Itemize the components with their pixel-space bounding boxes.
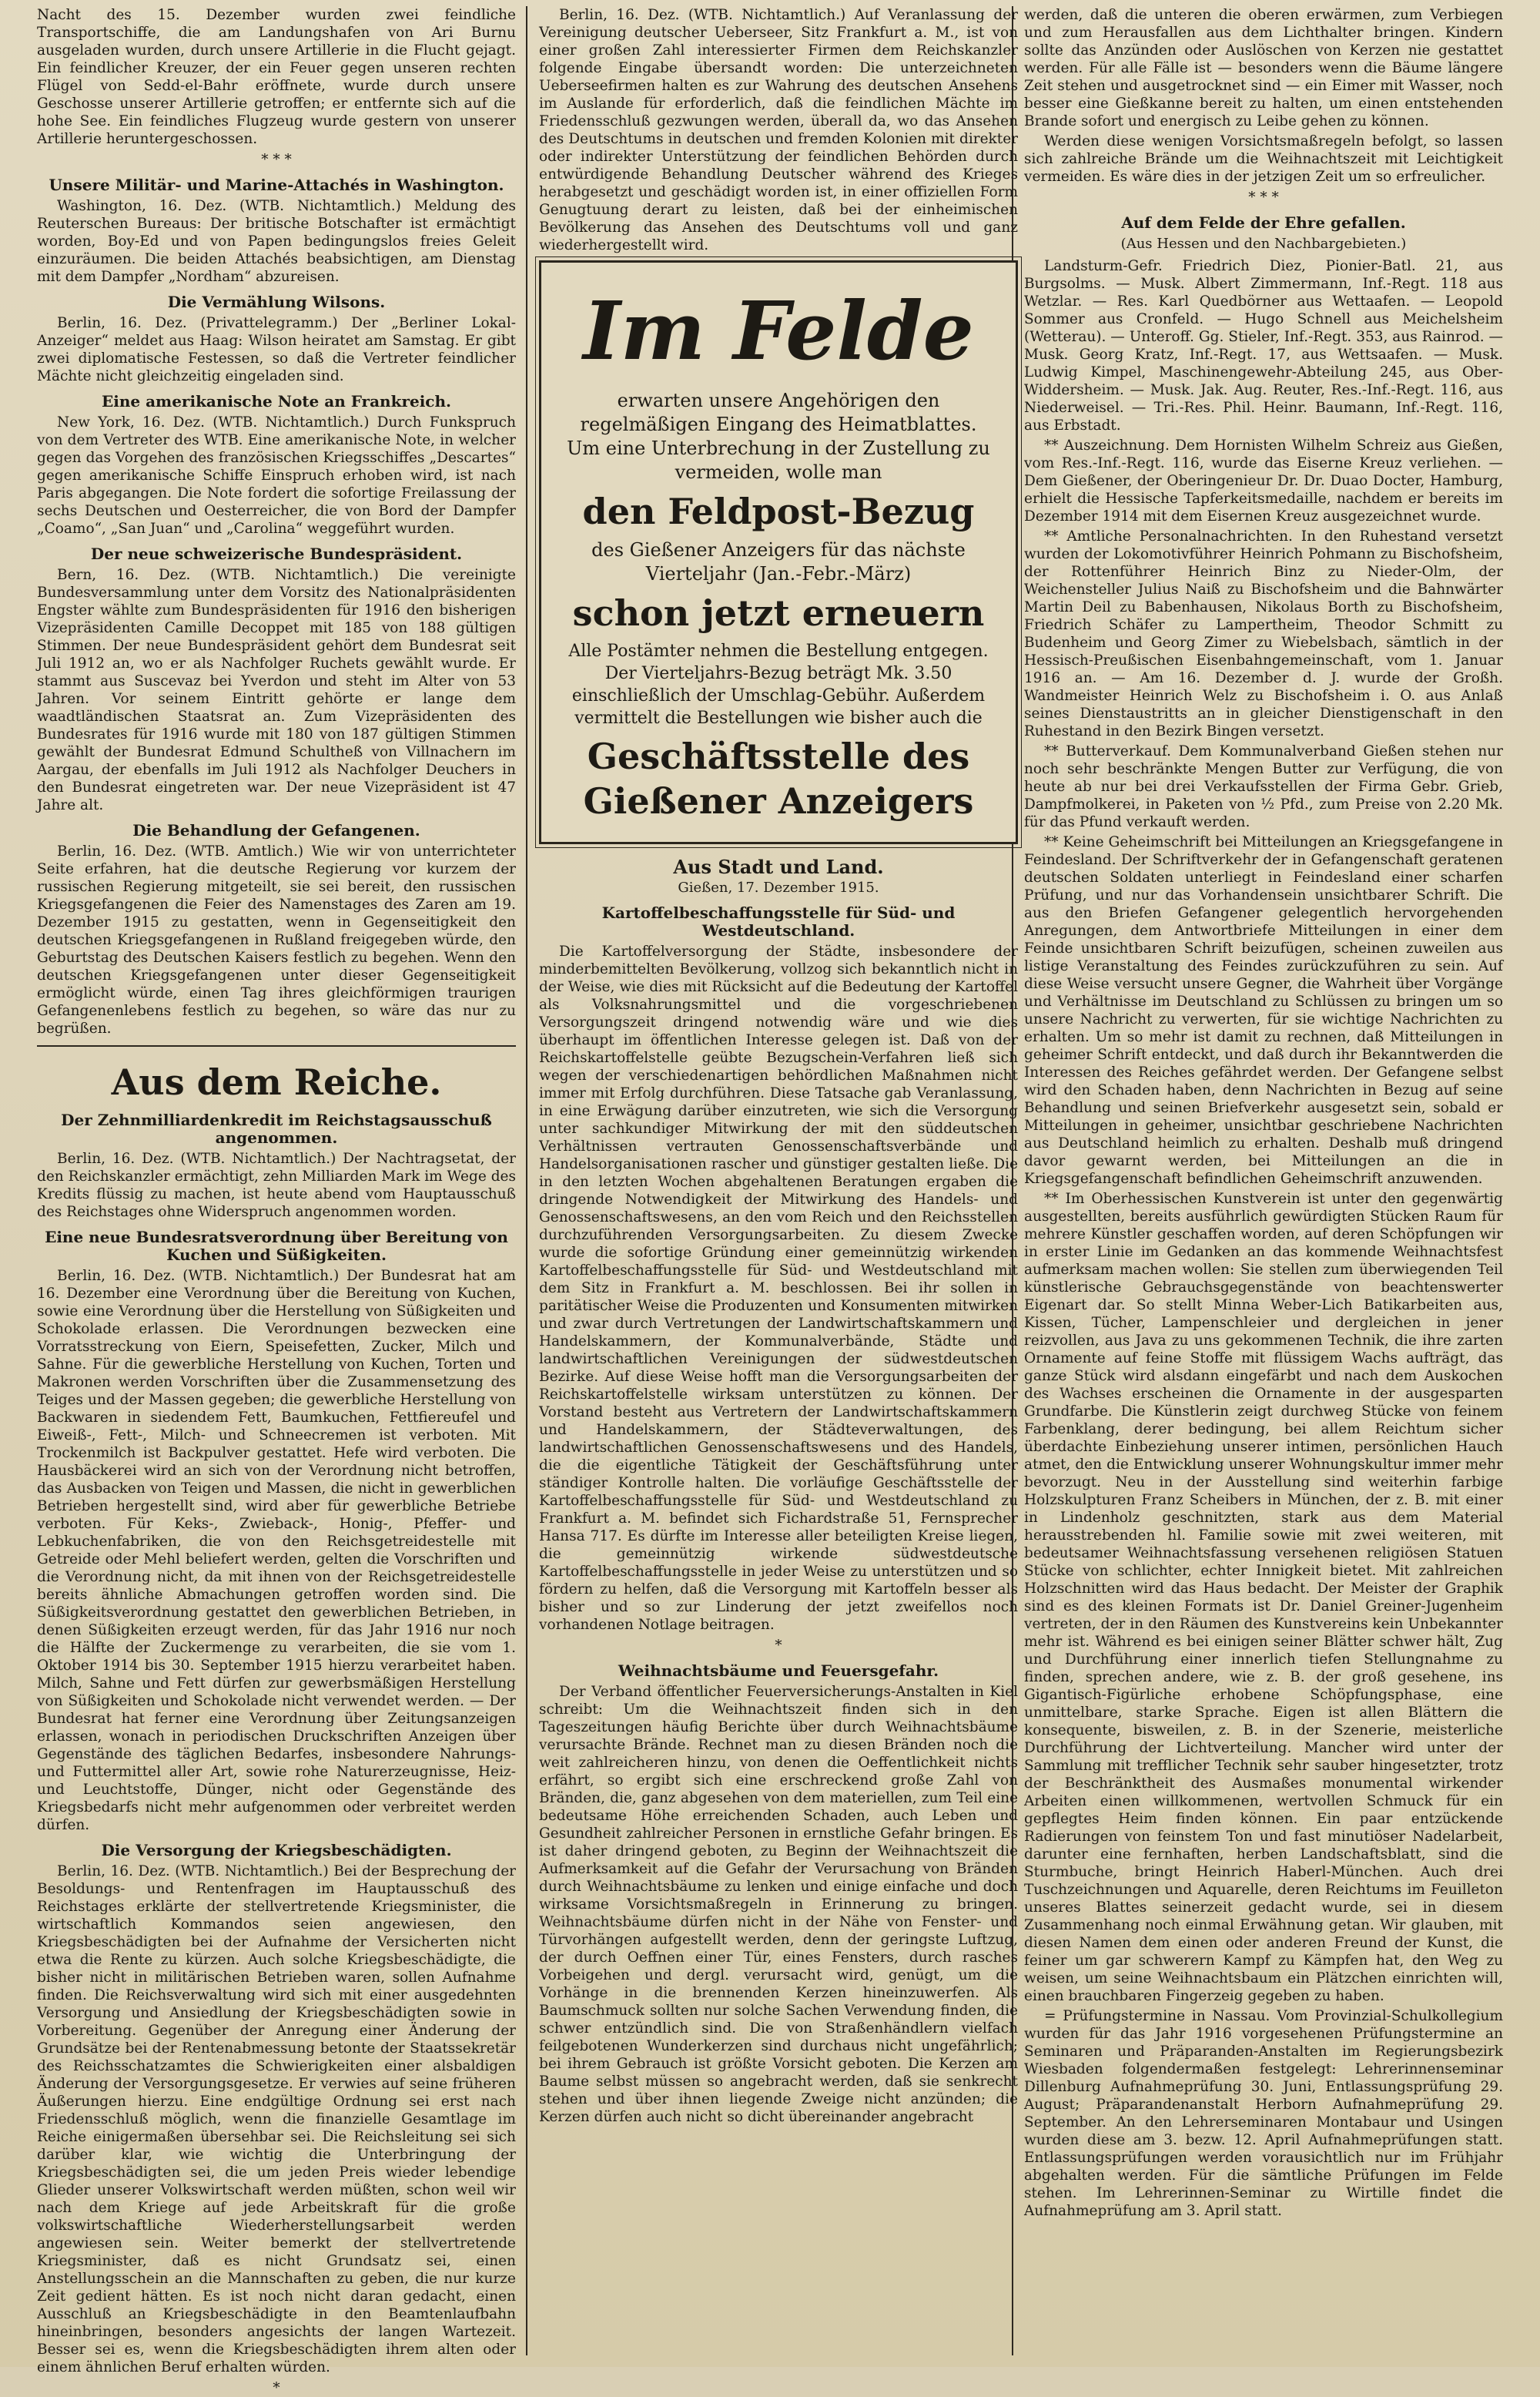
ad-text-1: erwarten unsere Angehörigen den regelmäßigen Eingang des Heimatblattes. Um eine Unterbrechung in der Zustellung zu vermeiden, wolle man <box>567 390 990 483</box>
heading-kredit: Der Zehnmilliardenkredit im Reichstagsausschuß angenommen. <box>61 1111 492 1147</box>
ad-big-3: Geschäftsstelle des Gießener Anzeigers <box>583 736 974 822</box>
article-geheimschrift: ** Keine Geheimschrift bei Mitteilungen an Kriegsgefangene in Feindesland. Der Schriftverkehr der in Gefangenschaft geratenen deutschen Soldaten unterliegt in Feindesland einer scharfen Prüfung, und nur das Vorhandensein unsichtbarer Schrift. Die aus den Briefen Gefangener gelegentlich hervorgehenden Anregungen, dem Antwortbriefe Mitteilungen in einer dem Feinde unsichtbaren Schrift beizufügen, scheinen zuweilen aus listige Veranstaltung des Feindes zurückzuführen zu sein. Auf diese Weise versucht unsere Gegner, die Wahrheit über Vorgänge und Verhältnisse im Deutschland zu Schlüssen zu bringen um so unsere Nachricht zu verwerten, für sie wichtige Nachrichten zu erhalten. Um so mehr ist damit zu rechnen, daß Mitteilungen in geheimer Schrift entdeckt, und daß durch ihr Bekanntwerden die Interessen des Reiches gefährdet werden. Der Gefangene selbst wird den Schaden haben, denn Nachrichten in Bezug auf seine Behandlung und seinen Briefverkehr ausgesetzt sein, sobald er Mitteilungen in geheimer, unsichtbar geschriebene Nachrichten aus Deutschland heimlich zu erhalten. Deshalb muß dringend davor gewarnt werden, bei Mitteilungen an die in Kriegsgefangenschaft befindlichen Geheimschrift anzuwenden. <box>1024 834 1503 1187</box>
article-pruefung: = Prüfungstermine in Nassau. Vom Provinzial-Schulkollegium wurden für das Jahr 1916 vorgesehenen Prüfungstermine an Seminaren und Präparanden-Anstalten im Regierungsbezirk Wiesbaden folgendermaßen festgelegt: Lehrerinnenseminar Dillenburg Aufnahmeprüfung 30. Juni, Entlassungsprüfung 29. August; Präparandenanstalt Herborn Aufnahmeprüfung 29. September. An den Lehrerseminaren Montabaur und Usingen wurden diese am 3. bezw. 12. April Aufnahmeprüfungen statt. Entlassungsprüfungen werden vorausichtlich nur im Frühjahr abgehalten werden. Für die sämtliche Prüfungen im Felde stehen. Im Lehrerinnen-Seminar zu Wirtille findet die Aufnahmeprüfung am 3. April statt. <box>1024 2008 1503 2219</box>
article-wilson: Berlin, 16. Dez. (Privattelegramm.) Der „Berliner Lokal-Anzeiger“ meldet aus Haag: Wilson heiratet am Samstag. Er gibt zwei diplomatische Festessen, so daß die Vertreter feindlicher Mächte nicht gleichzeitig eingeladen sind. <box>37 315 516 384</box>
article-kuchen: Berlin, 16. Dez. (WTB. Nichtamtlich.) Der Bundesrat hat am 16. Dezember eine Verordnung über die Bereitung von Kuchen, sowie eine Verordnung über die Herstellung von Süßigkeiten und Schokolade erlassen. Die Verordnungen bezwecken eine Vorratsstreckung von Eiern, Speisefetten, Zucker, Milch und Sahne. Für die gewerbliche Herstellung von Kuchen, Torten und Makronen werden Vorschriften über die Zusammensetzung des Teiges und der Massen gegeben; die gewerbliche Herstellung von Backwaren in siedendem Fett, Baumkuchen, Fettfiereufel und Eiweiß-, Fett-, Milch- und Schneecremen ist verboten. Mit Trockenmilch ist Backpulver gestattet. Hefe wird verboten. Die Hausbäckerei wird an sich von der Verordnung nicht betroffen, das Ausbacken von Teigen und Massen, die nicht in gewerblichen Betrieben hergestellt sind, wird aber für gewerbliche Betriebe verboten. Für Keks-, Zwieback-, Honig-, Pfeffer- und Lebkuchenfabriken, die von den Reichsgetreidestelle mit Getreide oder Mehl beliefert werden, gelten die Vorschriften und die Verordnung nicht, da mit ihnen von der Reichsgetreidestelle bereits ähnliche Abmachungen getroffen worden sind. Die Süßigkeitsverordnung gestattet den gewerblichen Betrieben, in denen Süßigkeiten erzeugt werden, für das Jahr 1916 nur noch die Hälfte der Zuckermenge zu verarbeiten, die sie vom 1. Oktober 1914 bis 30. September 1915 hierzu verarbeitet haben. Milch, Sahne und Fett dürfen zur gewerbsmäßigen Herstellung von Süßigkeiten und Schokolade nicht verwendet werden. — Der Bundesrat hat ferner eine Verordnung über Zeitungsanzeigen erlassen, wonach in periodischen Druckschriften Anzeigen über Gegenstände des täglichen Bedarfes, insbesondere Nahrungs- und Futtermittel aller Art, sowie rohe Naturerzeugnisse, Heiz- und Leuchtstoffe, Dünger, nicht oder Gegenstände des Kriegsbedarfs nicht mehr aufgenommen oder verbreitet werden dürfen. <box>37 1268 516 1833</box>
column-divider-1 <box>526 6 527 2355</box>
heading-bundespraesident: Der neue schweizerische Bundespräsident. <box>90 545 463 563</box>
article-auszeichnung: ** Auszeichnung. Dem Hornisten Wilhelm Schreiz aus Gießen, vom Res.-Inf.-Regt. 116, wurde das Eiserne Kreuz verliehen. — Dem Gießener, der Oberingenieur Dr. Dr. Duao Docter, Hamburg, erhielt die Hessische Tapferkeitsmedaille, nachdem er bereits im Dezember 1914 mit dem Eisernen Kreuz ausgezeichnet wurde. <box>1024 437 1503 525</box>
article-gefangene: Berlin, 16. Dez. (WTB. Amtlich.) Wie wir von unterrichteter Seite erfahren, hat die deutsche Regierung vor kurzem der russischen Regierung mitgeteilt, sie sei bereit, den russischen Kriegsgefangenen die Feier des Namenstages des Zaren am 19. Dezember 1915 zu gestatten, wenn in Gegenseitigkeit den deutschen Kriegsgefangenen in Rußland freigegeben würde, den Geburtstag des Deutschen Kaisers festlich zu begehen. Wenn den deutschen Kriegsgefangenen unter dieser Gegenseitigkeit ermöglicht würde, einen Tag ihres gleichförmigen traurigen Gefangenenlebens festlich zu begehen, so wäre das nur zu begrüßen. <box>37 843 516 1037</box>
article-kartoffel: Die Kartoffelversorgung der Städte, insbesondere der minderbemittelten Bevölkerung, vollzog sich bekanntlich nicht in der Weise, wie dies mit Rücksicht auf die Bedeutung der Kartoffel als Volksnahrungsmittel und die vorgeschriebenen Versorgungszeit dringend notwendig wäre und wie dies überhaupt im öffentlichen Interesse gelegen ist. Daß von der Reichskartoffelstelle geübte Bezugschein-Verfahren ließ sich wegen der verschiedenartigen behördlichen Maßnahmen nicht immer mit Erfolg durchführen. Diese Tatsache gab Veranlassung, in eine Erwägung darüber einzutreten, wie sich die Versorgung unter sachkundiger Mitwirkung der mit den süddeutschen Verhältnissen vertrauten Genossenschaftsverbände und Handelsorganisationen rascher und günstiger gestalten ließe. Die in den letzten Wochen abgehaltenen Beratungen ergaben die dringende Notwendigkeit der Mitwirkung des Handels- und Genossenschaftswesens, an den vom Reich und den Reichsstellen durchzuführenden Versorgungsarbeiten. Zu diesem Zwecke wurde die sofortige Gründung einer gemeinnützig wirkenden Kartoffelbeschaffungsstelle für Süd- und Westdeutschland mit dem Sitz in Frankfurt a. M. beschlossen. Bei ihr sollen in paritätischer Weise die Produzenten und Konsumenten mitwirken und zwar durch Vertretungen der Landwirtschaftskammern und Handelskammern, der Kommunalverbände, Städte und landwirtschaftlichen Vereinigungen der südwestdeutschen Bezirke. Auf diese Weise hofft man die Versorgungsarbeiten der Reichskartoffelstelle wirksam unterstützen zu können. Der Vorstand besteht aus Vertretern der Landwirtschaftskammern und Handelskammern, der Städteverwaltungen, des landwirtschaftlichen Genossenschaftswesens und des Handels, die die eigentliche Tätigkeit der Geschäftsführung unter ständiger Kontrolle halten. Die vorläufige Geschäftsstelle der Kartoffelbeschaffungsstelle für Süd- und Westdeutschland zu Frankfurt a. M. befindet sich Fichardstraße 51, Fernsprecher Hansa 717. Es dürfte im Interesse aller beteiligten Kreise liegen, die gemeinnützig wirkende südwestdeutsche Kartoffelbeschaffungsstelle in jeder Weise zu unterstützen und so fördern zu helfen, daß die Versorgung mit Kartoffeln besser als bisher und so zur Linderung der jetzt zweifellos noch vorhandenen Notlage beitragen. <box>539 944 1018 1633</box>
section-rule <box>37 1045 516 1047</box>
article-weihnacht: Der Verband öffentlicher Feuerversicherungs-Anstalten in Kiel schreibt: Um die Weihnachtszeit finden sich in den Tageszeitungen häufig Berichte über durch Weihnachtsbäume verursachte Brände. Rechnet man zu diesen Bränden noch die weit zahlreicheren hinzu, von denen die Oeffentlichkeit nichts erfährt, so ergibt sich eine erschreckend große Zahl von Bränden, die, ganz abgesehen von dem materiellen, zum Teil eine bedeutsame Höhe erreichenden Schaden, auch Leben und Gesundheit zahlreicher Personen in ernstliche Gefahr bringen. Es ist daher dringend geboten, zu Beginn der Weihnachtszeit die Aufmerksamkeit auf die Gefahr der Verursachung von Bränden durch Weihnachtsbäume zu lenken und einige einfache und doch wirksame Vorsichtsmaßregeln in Erinnerung zu bringen. Weihnachtsbäume dürfen nicht in der Nähe von Fenster- und Türvorhängen aufgestellt werden, denn der geringste Luftzug, der durch Oeffnen einer Tür, eines Fensters, durch rasches Vorbeigehen und dergl. verursacht wird, genügt, um die Vorhänge in die brennenden Kerzen hineinzuwerfen. Als Baumschmuck sollten nur solche Sachen Verwendung finden, die schwer entzündlich sind. Die von Straßenhändlern vielfach feilgebotenen Wunderkerzen sind durchaus nicht ungefährlich; bei ihrem Gebrauch ist größte Vorsicht geboten. Die Kerzen am Baume selbst müssen so angebracht werden, daß sie senkrecht stehen und über ihnen liegende Zweige nicht anzünden; die Kerzen dürfen auch nicht so dicht übereinander angebracht <box>539 1684 1018 2125</box>
heading-weihnacht: Weihnachtsbäume und Feuersgefahr. <box>618 1661 939 1680</box>
heading-kuchen: Eine neue Bundesratsverordnung über Bereitung von Kuchen und Süßigkeiten. <box>45 1228 508 1264</box>
article-weihnacht-cont: werden, daß die unteren die oberen erwärmen, zum Verbiegen und zum Herausfallen aus dem Lichthalter bringen. Kindern sollte das Anzünden oder Auslöschen von Kerzen nie gestattet werden. Für alle Fälle ist — besonders wenn die Bäume längere Zeit stehen und ausgetrocknet sind — ein Eimer mit Wasser, noch besser eine Gießkanne bereit zu halten, um einen entstehenden Brande sofort und energisch zu Leibe gehen zu können. <box>1024 7 1503 129</box>
article-attaches: Washington, 16. Dez. (WTB. Nichtamtlich.) Meldung des Reuterschen Bureaus: Der britische Botschafter ist ermächtigt worden, Boy-Ed und von Papen bedingungslos freies Geleit einzuräumen. Die beiden Attachés beabsichtigen, am Dienstag mit dem Dampfer „Nordham“ abzureisen. <box>37 198 516 285</box>
ad-text-3: Alle Postämter nehmen die Bestellung entgegen. Der Vierteljahrs-Bezug beträgt Mk. 3.50 einschließlich der Umschlag-Gebühr. Außerdem vermittelt die Bestellungen wie bisher auch die <box>568 642 989 728</box>
article-personal: ** Amtliche Personalnachrichten. In den Ruhestand versetzt wurden der Lokomotivführer Heinrich Pohmann zu Bischofsheim, der Rottenführer Heinrich Binz zu Nieder-Olm, der Weichensteller Julius Naiß zu Bischofsheim und die Bahnwärter Martin Deil zu Babenhausen, Nikolaus Borth zu Bischofsheim, Friedrich Schäfer zu Lampertheim, Theodor Schmitt zu Budenheim und Georg Zimer zu Wiebelsbach, sämtlich in der Hessisch-Preußischen Eisenbahngemeinschaft, vom 1. Januar 1916 an. — Am 16. Dezember d. J. wurde der Großh. Wandmeister Heinrich Welz zu Bischofsheim i. O. aus Anlaß seines Dienstaustritts an in gleicher Dienstigenschaft in den Ruhestand in den Bezirk Bingen versetzt. <box>1024 528 1503 739</box>
column-1 <box>37 6 516 2396</box>
column-3 <box>1024 6 1503 2348</box>
dateline: Gießen, 17. Dezember 1915. <box>678 880 879 896</box>
intro-paragraph: Nacht des 15. Dezember wurden zwei feindliche Transportschiffe, die am Landungshafen von Ari Burnu ausgeladen wurden, durch unsere Artillerie in die Flucht gejagt. Ein feindlicher Kreuzer, der ein Feuer gegen unseren rechten Flügel von Sedd-el-Bahr eröffnete, wurde durch unsere Geschosse unserer Artillerie getroffen; er entfernte sich auf die hohe See. Ein feindliches Flugzeug wurde gestern von unserer Artillerie heruntergeschossen. <box>37 7 516 147</box>
article-bundespraesident: Bern, 16. Dez. (WTB. Nichtamtlich.) Die vereinigte Bundesversammlung unter dem Vorsitz des Nationalpräsidenten Engster wählte zum Bundespräsidenten für 1916 den bisherigen Vizepräsidenten Camille Decoppet mit 185 von 188 gültigen Stimmen. Der neue Bundespräsident gehört dem Bundesrat seit Juli 1912 an, wo er als Nachfolger Ruchets gewählt wurde. Er stammt aus Suscevaz bei Yverdon und steht im Alter von 53 Jahren. Vor seinem Eintritt gehörte er lange dem waadtländischen Staatsrat an. Zum Vizepräsidenten des Bundesrates für 1916 wurde mit 180 von 187 gültigen Stimmen gewählt der Bundesrat Edmund Schultheß von Villnachern im Aargau, der ebenfalls im Juli 1912 als Nachfolger Deuchers in den Bundesrat eingetreten war. Der neue Vizepräsident ist 47 Jahre alt. <box>37 567 516 813</box>
separator-stars-2: * * * <box>1248 189 1279 206</box>
heading-attaches: Unsere Militär- und Marine-Attachés in Washington. <box>49 176 504 194</box>
heading-kartoffel: Kartoffelbeschaffungsstelle für Süd- und Westdeutschland. <box>601 903 956 940</box>
article-kredit: Berlin, 16. Dez. (WTB. Nichtamtlich.) Der Nachtragsetat, der den Reichskanzler ermächtigt, zehn Milliarden Mark im Wege des Kredits flüssig zu machen, ist heute abend vom Hauptausschuß des Reichstages ohne Widerspruch angenommen worden. <box>37 1151 516 1220</box>
ad-big-1: den Feldpost-Bezug <box>582 491 975 532</box>
column-2 <box>539 6 1018 2348</box>
heading-note: Eine amerikanische Note an Frankreich. <box>102 392 451 411</box>
heading-wilson: Die Vermählung Wilsons. <box>167 293 386 311</box>
article-ehre: Landsturm-Gefr. Friedrich Diez, Pionier-Batl. 21, aus Burgsolms. — Musk. Albert Zimmermann, Inf.-Regt. 118 aus Wetzlar. — Res. Karl Quedbörner aus Wettaafen. — Leopold Sommer aus Cronfeld. — Hugo Schnell aus Meichelsheim (Wetterau). — Unteroff. Gg. Stieler, Inf.-Regt. 353, aus Rainrod. — Musk. Georg Kratz, Inf.-Regt. 17, aus Wettsaafen. — Musk. Ludwig Kimpel, Maschinengewehr-Abteilung 245, aus Ober-Widdersheim. — Musk. Jak. Aug. Reuter, Res.-Inf.-Regt. 116, aus Niederweisel. — Tri.-Res. Phil. Heinr. Baumann, Inf.-Regt. 116, aus Erbstadt. <box>1024 258 1503 434</box>
advertisement-feldpost <box>539 260 1018 844</box>
article-butter: ** Butterverkauf. Dem Kommunalverband Gießen stehen nur noch sehr beschränkte Mengen Butter zur Verfügung, die von heute ab nur bei drei Verkaufsstellen der Firma Gebr. Grieb, Dampfmolkerei, in Paketen von ½ Pfd., zum Preise von 2.20 Mk. für das Pfund verkauft werden. <box>1024 743 1503 830</box>
article-versorgung: Berlin, 16. Dez. (WTB. Nichtamtlich.) Bei der Besprechung der Besoldungs- und Rentenfragen im Hauptausschuß des Reichstages erklärte der stellvertretende Kriegsminister, die wirtschaftlich Kommandos seien angewiesen, den Kriegsbeschädigten bei der Aufnahme der Versicherten nicht etwa die Rente zu kürzen. Auch solche Kriegsbeschädigte, die bisher nicht in militärischen Betrieben waren, sollen Aufnahme finden. Die Reichsverwaltung wird sich mit einer ausgedehnten Versorgung und Ansiedlung der Kriegsbeschädigten sowie in Vorbereitung. Gegenüber der Anregung einer Änderung der Grundsätze bei der Rentenabmessung betonte der Staatssekretär des Reichsschatzamtes die Schwierigkeiten einer alsbaldigen Änderung der Versorgungsgesetze. Er verwies auf seine früheren Äußerungen hierzu. Eine endgültige Ordnung sei erst nach Friedensschluß möglich, wenn die finanzielle Gesamtlage im Reiche einigermaßen übersehbar sei. Die Reichsleitung sei sich darüber klar, wie wichtig die Unterbringung der Kriegsbeschädigten sei, die um jeden Preis wieder lebendige Glieder unserer Volkswirtschaft werden müßten, schon weil wir nach dem Kriege auf jede Arbeitskraft für die große volkswirtschaftliche Wiederherstellungsarbeit werden angewiesen sein. Weiter bemerkt der stellvertretende Kriegsminister, daß es nicht Grundsatz sei, einen Anstellungsschein an die Mannschaften zu geben, die nur kurze Zeit gedient hätten. Es ist noch nicht daran gedacht, einen Ausschluß an Kriegsbeschädigte in den Beamtenlaufbahn hineinbringen, besonders angesichts der langen Wartezeit. Besser sei es, wenn die Kriegsbeschädigten ihrem alten oder einem ähnlichen Beruf erhalten würden. <box>37 1863 516 2375</box>
ad-big-2: schon jetzt erneuern <box>572 592 985 634</box>
ad-headline: Im Felde <box>583 283 974 378</box>
heading-ehre: Auf dem Felde der Ehre gefallen. <box>1121 213 1406 232</box>
separator-star: * <box>775 1638 782 1654</box>
article-weihnacht-end: Werden diese wenigen Vorsichtsmaßregeln befolgt, so lassen sich zahlreiche Brände um die Weihnachtszeit mit Leichtigkeit vermeiden. Es wäre dies in der jetzigen Zeit um so erfreulicher. <box>1024 133 1503 185</box>
heading-versorgung: Die Versorgung der Kriegsbeschädigten. <box>101 1841 452 1859</box>
separator-stars: * * * <box>261 152 292 168</box>
ad-text-2: des Gießener Anzeigers für das nächste Vierteljahr (Jan.-Febr.-März) <box>591 539 966 585</box>
section-title-reich: Aus dem Reiche. <box>111 1061 442 1103</box>
article-ueberseer: Berlin, 16. Dez. (WTB. Nichtamtlich.) Auf Veranlassung der Vereinigung deutscher Ueberseer, Sitz Frankfurt a. M., ist von einer großen Zahl interessierter Firmen dem Reichskanzler folgende Eingabe übersandt worden: Die unterzeichneten Ueberseefirmen halten es zur Wahrung des deutschen Ansehens im Auslande für erforderlich, daß die feindlichen Mächte im Friedensschluß gezwungen werden, überall da, wo das Ansehen des Deutschtums in deutschen und fremden Kolonien mit direkter oder indirekter Unterstützung der feindlichen Behörden durch entwürdigende Behandlung Deutscher während des Krieges herabgesetzt und geschädigt worden ist, in einer offiziellen Form Genugtuung derart zu leisten, daß bei der einheimischen Bevölkerung das Ansehen des Deutschtums voll und ganz wiederhergestellt wird. <box>539 7 1018 253</box>
section-title-stadt: Aus Stadt und Land. <box>673 856 884 878</box>
article-kunstverein: ** Im Oberhessischen Kunstverein ist unter den gegenwärtig ausgestellten, bereits ausführlich gewürdigten Stücken Raum für mehrere Künstler geschaffen worden, auf deren Schöpfungen wir in erster Linie im Gedanken an das kommende Weihnachtsfest aufmerksam machen wollen: Sie stellen zum überwiegenden Teil künstlerische Gebrauchsgegenstände von beachtenswerter Eigenart dar. So stellt Minna Weber-Lich Batikarbeiten aus, Kissen, Tücher, Lampenschleier und dergleichen in jener reizvollen, aus Java zu uns gekommenen Technik, die ihre zarten Ornamente auf feine Stoffe mit flüssigem Wachs aufträgt, das ganze Stück wird alsdann eingefärbt und nach dem Auskochen des Wachses erscheinen die Ornamente in der ausgesparten Grundfarbe. Die Künstlerin zeigt durchweg Stücke von feinem Farbenklang, derer bedingung, bei allem Reichtum sicher überdachte Einbeziehung unserer intimen, persönlichen Hauch atmet, den die Entwicklung unserer Wohnungskultur immer mehr bevorzugt. Neu in der Ausstellung sind weiterhin farbige Holzskulpturen Franz Scheibers in München, der z. B. mit einer in Lindenholz geschnitzten, stark aus dem Material herausstrebenden hl. Familie sowie mit zwei weiteren, mit bedeutsamer Weihnachtsfassung versehenen religiösen Statuen Stücke von schlichter, echter Innigkeit bietet. Mit zahlreichen Holzschnitten wird das Haus bedacht. Der Meister der Graphik sind es des kleinen Formats ist Dr. Daniel Greiner-Jugenheim vertreten, der in den Räumen des Kunstvereins kein Unbekannter mehr ist. Während es bei einigen seiner Blätter schwer hält, Zug und Durchführung einer innerlich tiefen Stellungnahme zu finden, sprechen andere, wie z. B. der groß gesehene, ins Gigantisch-Figürliche erhobene Schöpfungsphase, eine unmittelbare, starke Sprache. Eigen ist allen Blättern die konsequente, bisweilen, z. B. in der Szenerie, meisterliche Durchführung der Lichtverteilung. Mancher wird unter der Sammlung mit trefflicher Technik sehr sauber hingesetzter, trotz der Beschränktheit des Ausmaßes monumental wirkender Arbeiten einen willkommenen, wertvollen Schmuck für ein gepflegtes Heim finden können. Ein paar entzückende Radierungen von feinstem Ton und fast minutiöser Nadelarbeit, darunter eine fernhaften, herben Landschaftsblatt, sind die Sturmbuche, bringt Heinrich Haberl-München. Auch drei Tuschzeichnungen und Aquarelle, deren Reichtums im Feuilleton unseres Blattes seinerzeit gedacht wurde, sei in diesem Zusammenhang noch einmal Erwähnung getan. Wir glauben, mit diesen Namen dem einen oder anderen Freund der Kunst, die feiner um gar schwerern Kampf zu Kämpfen hat, den Weg zu weisen, um seine Weihnachtsbaum ein Plätzchen einrichten will, einen brauchbaren Fingerzeig gegeben zu haben. <box>1024 1191 1503 2004</box>
end-star: * <box>273 2380 280 2396</box>
subheading-ehre: (Aus Hessen und den Nachbargebieten.) <box>1120 236 1407 252</box>
article-note: New York, 16. Dez. (WTB. Nichtamtlich.) Durch Funkspruch von dem Vertreter des WTB. Eine amerikanische Note, in welcher gegen das Vorgehen des französischen Kriegsschiffes „Descartes“ gegen amerikanische Schiffe Einspruch erhoben wird, ist nach Paris abgegangen. Die Note fordert die sofortige Freilassung der sechs Deutschen und Oesterreicher, die von Bord der Dampfer „Coamo“, „San Juan“ und „Carolina“ weggeführt wurden. <box>37 414 516 537</box>
heading-gefangene: Die Behandlung der Gefangenen. <box>132 821 420 840</box>
